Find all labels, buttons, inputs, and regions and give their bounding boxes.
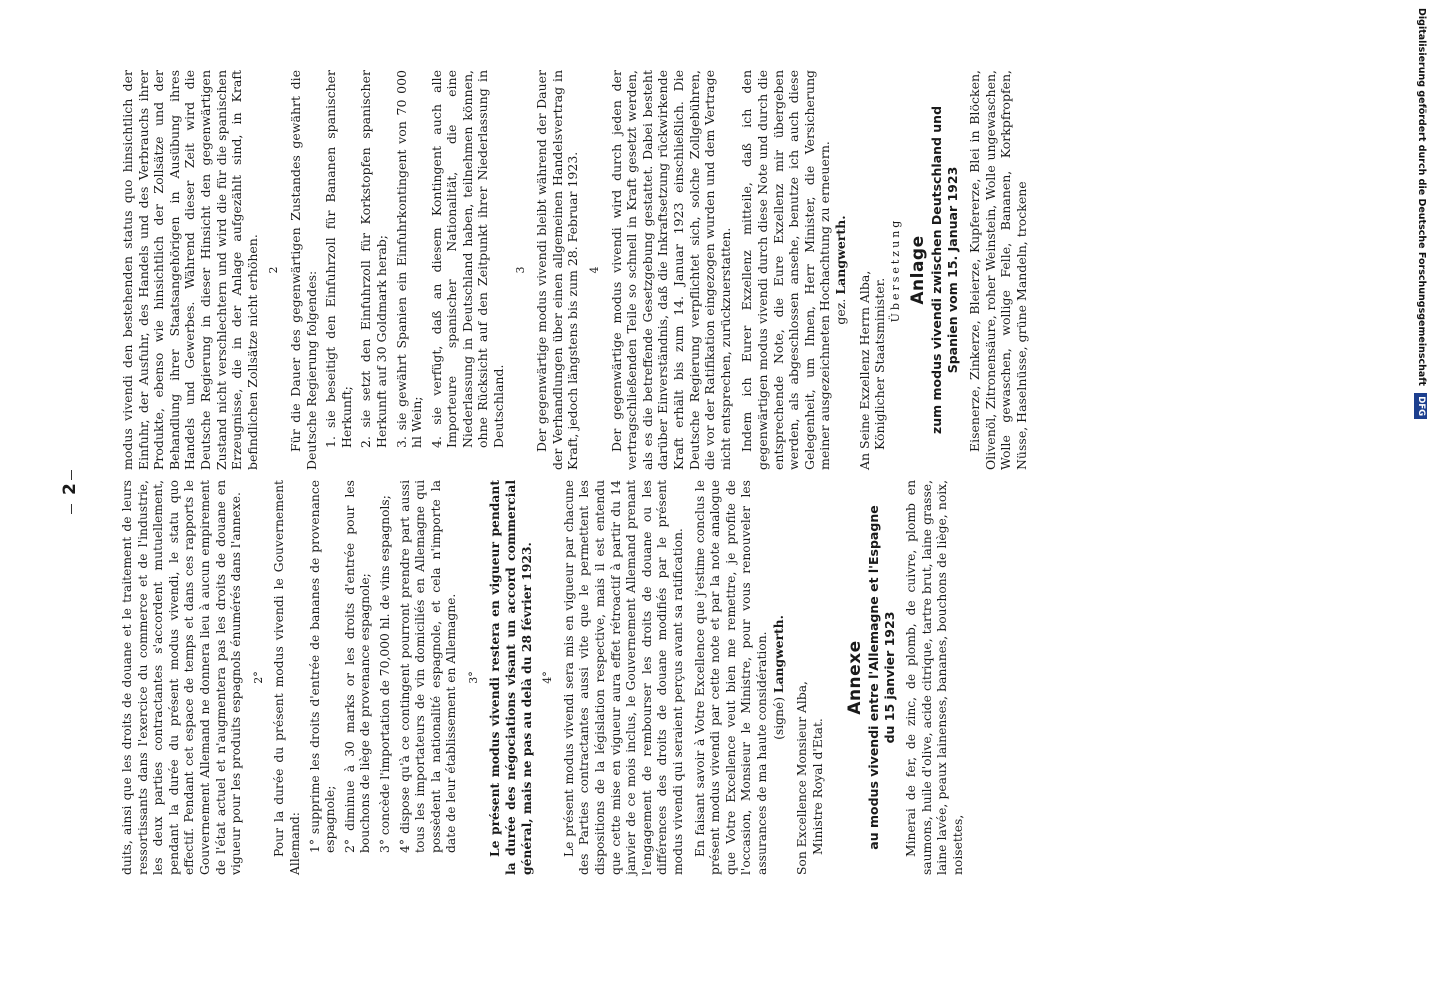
fr-signature bbox=[771, 480, 788, 875]
de-section-3-text: Der gegenwärtige modus vivendi bleibt während der Dauer der Verhandlungen über einen allgemeinen Handelsvertrag in Kraft, jedoch längstens bis zum 28. Februar 1923. bbox=[534, 70, 581, 470]
de-section-4-heading: 4 bbox=[588, 266, 602, 274]
de-annex-subtitle-2: Spanien vom 15. Januar 1923 bbox=[944, 166, 960, 374]
page-number-dash-left bbox=[71, 504, 72, 514]
german-column bbox=[120, 70, 1029, 470]
fr-section-4-text: Le présent modus vivendi sera mis en vigueur par chacune des Parties contractantes aussi vite que le permettent les dispositions de la législation respective, mais il est entendu que cette mise en vigueur aura effet rétroactif à partir du 14 janvier de ce mois inclus, le Gouvernement Allemand prenant l'engagement de rembourser les droits de douane ou les différences des droits de douane modifiés par le présent modus vivendi qui seraient perçus avant sa ratification. bbox=[561, 480, 685, 875]
de-signature-prefix: gez. bbox=[832, 298, 848, 325]
de-section-2-lead: Für die Dauer des gegenwärtigen Zustandes gewährt die Deutsche Regierung folgendes: bbox=[287, 70, 319, 470]
de-section-4-text: Der gegenwärtige modus vivendi wird durch jeden der vertragschließenden Teile so schnell in Kraft gesetzt werden, als es die betreffende Gesetzgebung gestattet. Dabei besteht darüber Einverständnis, daß die Inkraftsetzung rückwirkende Kraft erhält bis zum 14. Januar 1923 einschließlich. Die Deutsche Regierung verpflichtet sich, solche Zollgebühren, die vor der Ratifikation eingezogen wurden und dem Vertrage nicht entsprechen, zurückzuerstatten. bbox=[608, 70, 733, 470]
de-item-2: 2. sie setzt den Einfuhrzoll für Korkstopfen spanischer Herkunft auf 30 Goldmark herab; bbox=[358, 70, 389, 448]
de-translation-note: Übersetzung bbox=[888, 217, 902, 323]
french-column bbox=[120, 480, 966, 875]
de-item-4: 4. sie verfügt, daß an diesem Kontingent auch alle Importeure spanischer Nationalität, die eine Niederlassung in Deutschland haben, teilnehmen können, ohne Rücksicht auf den Zeitpunkt ihrer Niederlassung in Deutschland. bbox=[428, 70, 507, 448]
de-item-3: 3. sie gewährt Spanien ein Einfuhrkontingent von 70 000 hl Wein; bbox=[393, 70, 425, 448]
de-signature bbox=[833, 70, 849, 470]
page-number-dash-right bbox=[71, 470, 72, 480]
page-number: 2 bbox=[60, 483, 80, 495]
de-annex-title: Anlage bbox=[908, 235, 929, 305]
fr-section-3-heading: 3° bbox=[466, 671, 480, 684]
credit-text: Digitalisierung gefördert durch die Deutsche Forschungsgemeinschaft bbox=[1416, 8, 1427, 386]
fr-section-2-lead: Pour la durée du présent modus vivendi le Gouvernement Allemand: bbox=[272, 480, 302, 875]
de-addressee bbox=[857, 70, 888, 470]
fr-item-1: 1° supprime les droits d'entrée de bananes de provenance espagnole; bbox=[307, 480, 338, 853]
fr-item-4: 4° dispose qu'à ce contingent pourront prendre part aussi tous les importateurs de vin domiciliés en Allemagne qui possèdent la nationalité espagnole, et cela n'importe la date de leur établissement en Allemagne. bbox=[397, 480, 459, 853]
fr-section-4-heading: 4° bbox=[541, 671, 555, 684]
fr-annex-subtitle-2: du 15 janvier 1923 bbox=[881, 611, 897, 744]
fr-item-3: 3° concède l'importation de 70,000 hl. de vins espagnols; bbox=[377, 495, 392, 853]
de-addressee-line-2: Königlicher Staatsminister. bbox=[872, 277, 888, 450]
de-annex-subtitle-1: zum modus vivendi zwischen Deutschland und bbox=[928, 105, 944, 435]
fr-section-2-list bbox=[308, 480, 460, 875]
de-addressee-line-1: An Seine Exzellenz Herrn Alba, bbox=[856, 270, 872, 470]
fr-annex-title-block bbox=[845, 480, 898, 875]
de-closing: Indem ich Eurer Exzellenz mitteile, daß ich den gegenwärtigen modus vivendi durch diese Note und durch die entsprechende Note, die Eure Exzellenz mir übergeben werden, als abgeschlossen ansehe, benutze ich auch diese Gelegenheit, um Ihnen, Herr Minister, die Versicherung meiner ausgezeichneten Hochachtung zu erneuern. bbox=[739, 70, 833, 470]
fr-section-3-text: Le présent modus vivendi restera en vigueur pendant la durée des négociations visant un accord commercial général, mais ne pas au delà du 28 février 1923. bbox=[487, 480, 534, 875]
fr-addressee bbox=[795, 480, 826, 875]
fr-addressee-line-1: Son Excellence Monsieur Alba, bbox=[795, 681, 810, 875]
fr-addressee-line-2: Ministre Royal d'Etat. bbox=[810, 718, 825, 855]
fr-signature-name: Langwerth. bbox=[770, 615, 786, 694]
fr-annex-subtitle-1: au modus vivendi entre l'Allemagne et l'Espagne bbox=[865, 505, 881, 850]
dfg-logo: DFG bbox=[1414, 393, 1427, 419]
fr-intro: duits, ainsi que les droits de douane et le traitement de leurs ressortissants dans l'exercice du commerce et de l'industrie, les deux parties contractantes s'accordent mutuellement, pendant la durée du présent modus vivendi, le statu quo effectif. Pendant cet espace de temps et dans ces rapports le Gouvernement Allemand ne donnera lieu à aucun empirement de l'état actuel et n'augmentera pas les droits de douane en vigueur pour les produits espagnols énumérés dans l'annexe. bbox=[120, 480, 244, 875]
fr-closing: En faisant savoir à Votre Excellence que j'estime conclus le présent modus vivendi par cette note et par la note analogue que Votre Excellence veut bien me remettre, je profite de l'occasion, Monsieur le Ministre, pour vous renouveler les assurances de ma haute considération. bbox=[692, 480, 769, 875]
de-section-2-list bbox=[323, 70, 507, 470]
de-signature-name: Langwerth. bbox=[832, 215, 848, 295]
de-annex-title-block bbox=[908, 70, 961, 470]
de-item-1: 1. sie beseitigt den Einfuhrzoll für Bananen spanischer Herkunft; bbox=[323, 70, 354, 448]
fr-item-2: 2° diminue à 30 marks or les droits d'entrée pour les bouchons de liège de provenance espagnole; bbox=[342, 480, 373, 853]
de-annex-text: Eisenerze, Zinkerze, Bleierze, Kupfererze, Blei in Blöcken, Olivenöl, Zitronensäure, roher Weinstein, Wolle ungewaschen, Wolle gewaschen, wollige Felle, Bananen, Korkpfropfen, Nüsse, Haselnüsse, grüne Mandeln, trockene bbox=[966, 70, 1029, 470]
de-intro: modus vivendi den bestehenden status quo hinsichtlich der Einfuhr, der Ausfuhr, des Handels und des Verbrauchs ihrer Produkte, ebenso wie hinsichtlich der Zollsätze und der Behandlung ihrer Staatsangehörigen in Ausübung ihres Handels und Gewerbes. Während dieser Zeit wird die Deutsche Regierung in dieser Hinsicht den gegenwärtigen Zustand nicht verschlechtern und wird die für die spanischen Erzeugnisse, die in der Anlage aufgezählt sind, in Kraft befindlichen Zollsätze nicht erhöhen. bbox=[120, 70, 260, 470]
fr-annex-title: Annexe bbox=[845, 640, 866, 715]
fr-signature-prefix: (signé) bbox=[771, 696, 786, 740]
fr-annex-text: Minerai de fer, de zinc, de plomb, de cuivre, plomb en saumons, huile d'olive, acide citrique, tartre brut, laine grasse, laine lavée, peaux lainenses, bananes, bouchons de liège, noix, noisettes, bbox=[903, 480, 965, 875]
de-section-2-heading: 2 bbox=[267, 266, 281, 274]
de-section-3-heading: 3 bbox=[513, 266, 527, 274]
fr-section-2-heading: 2° bbox=[251, 671, 265, 684]
